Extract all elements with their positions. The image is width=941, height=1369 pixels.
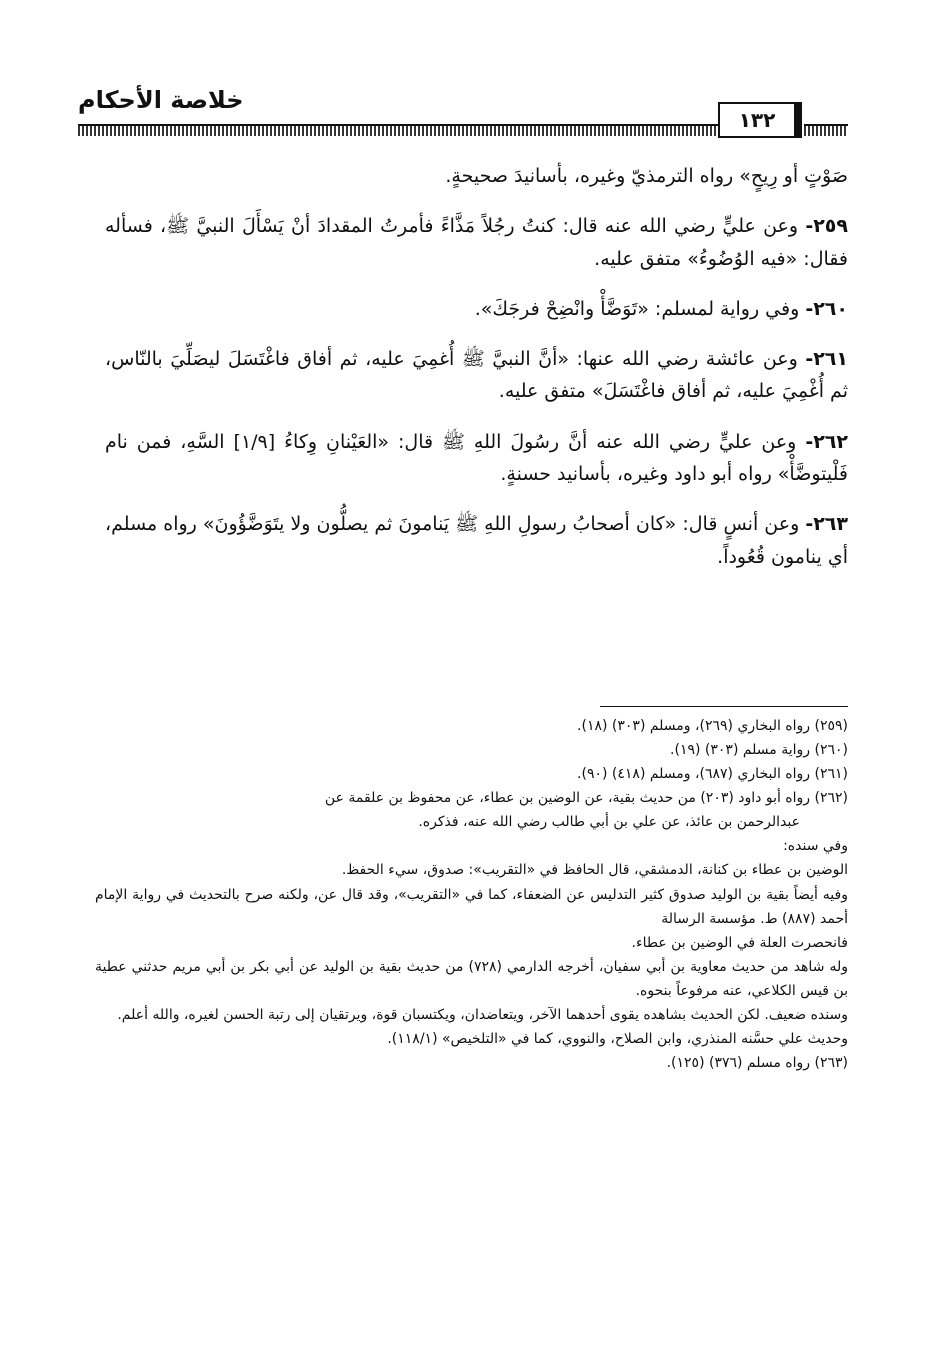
footnote-262-line: فانحصرت العلة في الوضين بن عطاء. <box>631 934 848 951</box>
footnote-262-line: الوضين بن عطاء بن كنانة، الدمشقي، قال الحافظ في «التقريب»: صدوق، سيء الحفظ. <box>341 862 848 879</box>
footnotes <box>95 714 848 1075</box>
footnote-262-line: عبدالرحمن بن عائذ، عن علي بن أبي طالب رضي الله عنه، فذكره. <box>418 814 800 831</box>
header-rule-right <box>804 124 848 136</box>
footnote-divider <box>600 706 848 707</box>
hadith-261 <box>105 343 848 408</box>
footnote-262-line: وسنده ضعيف. لكن الحديث بشاهده يقوى أحدهما الآخر، ويتعاضدان، ويكتسبان قوة، ويرتقيان إلى رتبة الحسن لغيره، والله أعلم. <box>117 1006 848 1023</box>
hadith-263 <box>105 508 848 573</box>
hadith-text: وعن عليٍّ رضي الله عنه أنَّ رسُولَ اللهِ ﷺ قال: «العَيْنانِ وِكاءُ [١/٩] السَّهِ، فمن نام فَلْيتوضَّأْ» رواه أبو داود وغيره، بأسانيد حسنةٍ. <box>105 430 848 486</box>
hadith-number: ٢٦٣- <box>805 513 848 536</box>
footnote-260: (٢٦٠) رواية مسلم (٣٠٣) (١٩). <box>670 742 848 759</box>
hadith-number: ٢٦١- <box>805 348 848 371</box>
hadith-text: وعن عليٍّ رضي الله عنه قال: كنتُ رجُلاً مَذَّاءً فأمرتُ المقدادَ أنْ يَسْأَلَ النبيَّ ﷺ، فسأله فقال: «فيه الوُضُوءُ» متفق عليه. <box>105 215 848 270</box>
hadith-text: وفي رواية لمسلم: «تَوَضَّأْ وانْضِحْ فرجَكَ». <box>474 297 800 320</box>
hadith-262 <box>105 426 848 491</box>
footnote-262-line: وفيه أيضاً بقية بن الوليد صدوق كثير التدليس عن الضعفاء، كما في «التقريب»، وقد قال عن، ولكنه صرح بالتحديث في رواية الإمام أحمد (٨٨٧) ط. مؤسسة الرسالة <box>95 886 848 927</box>
header-rule <box>78 124 718 136</box>
footnote-263: (٢٦٣) رواه مسلم (٣٧٦) (١٢٥). <box>666 1055 848 1072</box>
page-number: ١٣٢ <box>718 102 802 138</box>
footnote-262-line: وحديث علي حسَّنه المنذري، وابن الصلاح، والنووي، كما في «التلخيص» (١١٨/١). <box>387 1031 848 1048</box>
footnote-262-line: وفي سنده: <box>783 838 848 855</box>
continuation-paragraph: صَوْتٍ أو رِيحٍ» رواه الترمذيّ وغيره، بأسانيدَ صحيحةٍ. <box>445 165 848 187</box>
footnote-262: (٢٦٢) رواه أبو داود (٢٠٣) من حديث بقية، عن الوضين بن عطاء، عن محفوظ بن علقمة عن <box>324 790 848 807</box>
footnote-259: (٢٥٩) رواه البخاري (٢٦٩)، ومسلم (٣٠٣) (١٨). <box>577 718 848 734</box>
hadith-number: ٢٥٩- <box>805 215 848 238</box>
footnote-261: (٢٦١) رواه البخاري (٦٨٧)، ومسلم (٤١٨) (٩٠). <box>577 766 848 783</box>
hadith-number: ٢٦٢- <box>805 430 848 453</box>
hadith-text: وعن عائشة رضي الله عنها: «أنَّ النبيَّ ﷺ أُغمِيَ عليه، ثم أفاق فاغْتَسَلَ ليصَلِّيَ بالنّاس، ثم أُغْمِيَ عليه، ثم أفاق فاغْتَسَلَ» متفق عليه. <box>105 348 848 403</box>
footnote-262-line: وله شاهد من حديث معاوية بن أبي سفيان، أخرجه الدارمي (٧٢٨) من حديث بقية بن الوليد عن أبي بكر بن أبي مريم حدثني عطية بن قيس الكلاعي، عنه مرفوعاً بنحوه. <box>95 958 848 999</box>
page-header <box>78 78 848 138</box>
hadith-number: ٢٦٠- <box>805 297 848 320</box>
book-title: خلاصة الأحكام <box>78 86 244 114</box>
hadith-259 <box>105 210 848 275</box>
main-text <box>105 160 848 591</box>
hadith-260 <box>105 293 848 325</box>
hadith-text: وعن أنسٍ قال: «كان أصحابُ رسولِ اللهِ ﷺ يَنامونَ ثم يصلُّون ولا يتَوَضَّؤُونَ» رواه مسلم، أي ينامون قُعُوداً. <box>105 513 848 568</box>
